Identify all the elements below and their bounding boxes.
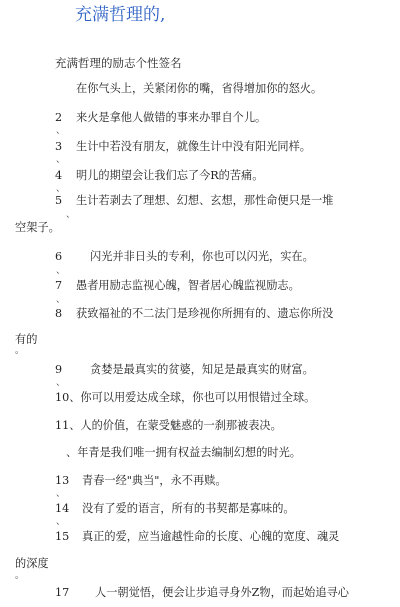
- document-subtitle: 充满哲理的励志个性签名: [55, 56, 182, 70]
- item-text: 明儿的期望会让我们忘了今R的苦痛。: [76, 169, 264, 182]
- item-number: 2: [55, 111, 63, 124]
- item-number: 9: [55, 363, 63, 376]
- item-number: 14: [55, 502, 70, 515]
- item-text: 有的: [15, 333, 38, 346]
- item-mark: 、: [56, 489, 66, 499]
- item-text: 真正的爱，应当逾越性命的长度、心魄的宽度、魂灵: [82, 530, 340, 543]
- item-mark: 、: [56, 126, 66, 136]
- item-number: 8: [55, 307, 63, 320]
- item-mark: 、: [56, 184, 66, 194]
- item-mark: 、: [66, 210, 76, 220]
- item-mark: 、: [56, 266, 66, 276]
- item-number: 17: [55, 586, 70, 599]
- item-number: 13: [55, 474, 70, 487]
- item-text: 来火是拿他人做错的事来办罪自个儿。: [76, 111, 267, 124]
- item-text: 获致福祉的不二法门是珍视你所拥有的、遗忘你所没: [76, 307, 334, 320]
- item-text: 人一朝觉悟，便会让步追寻身外Z物，而起始追寻心: [95, 586, 349, 599]
- item-text: 贪婪是最真实的贫婆，知足是最真实的财富。: [90, 363, 314, 376]
- intro-line: 在你气头上，关紧闭你的嘴，省得增加你的怒火。: [76, 82, 323, 95]
- item-mark: 、: [56, 517, 66, 527]
- item-text: 生计若剥去了理想、幻想、玄想，那性命便只是一堆: [76, 194, 334, 207]
- item-text: 10、你可以用爱达成全球，你也可以用恨错过全球。: [55, 391, 316, 404]
- item-text: 11、人的价值，在蒙受魅惑的一刹那被表决。: [55, 419, 282, 432]
- item-text: 空架子。: [15, 221, 60, 234]
- item-number: 15: [55, 530, 70, 543]
- item-text: 青春一经"典当"，永不再赎。: [82, 474, 227, 487]
- item-text: 的深度: [15, 557, 49, 570]
- item-mark: 、: [56, 295, 66, 305]
- item-number: 3: [55, 140, 63, 153]
- item-text: 闪光并非日头的专利，你也可以闪光，实在。: [90, 250, 314, 263]
- item-text: 生计中若没有朋友，就像生计中没有阳光同样。: [76, 140, 311, 153]
- item-number: 7: [55, 279, 63, 292]
- item-text: 愚者用励志监视心魄，智者居心魄监视励志。: [76, 279, 300, 292]
- item-text: 没有了爱的语言，所有的书契都是寡味的。: [82, 502, 295, 515]
- item-mark: 、: [56, 378, 66, 388]
- item-mark: 、: [56, 155, 66, 165]
- item-number: 6: [55, 250, 63, 263]
- document-title: 充满哲理的,: [75, 5, 166, 25]
- item-number: 5: [55, 194, 63, 207]
- item-number: 4: [55, 169, 63, 182]
- item-dot: 。: [15, 571, 25, 581]
- item-dot: 。: [15, 346, 25, 356]
- item-text: 、年青是我们唯一拥有权益去编制幻想的时光。: [66, 446, 301, 459]
